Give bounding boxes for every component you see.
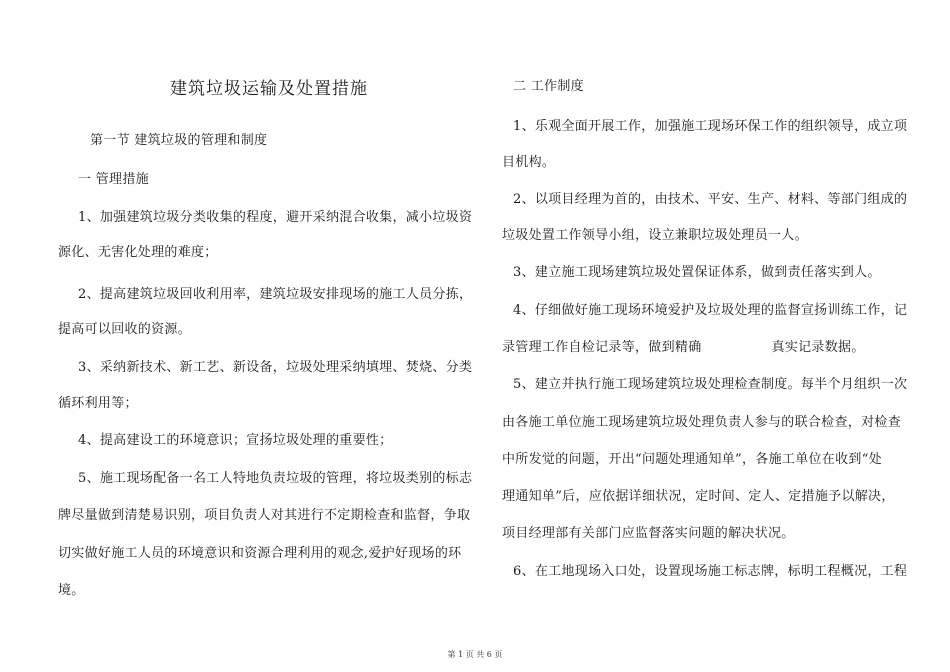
paragraph-line: 目机构。 xyxy=(502,155,556,170)
paragraph-line: 牌尽量做到清楚易识别，项目负责人对其进行不定期检查和监督，争取 xyxy=(58,508,471,523)
paragraph-line: 2、提高建筑垃圾回收利用率，建筑垃圾安排现场的施工人员分拣， xyxy=(78,287,473,302)
paragraph-line: 5、施工现场配备一名工人特地负责垃圾的管理，将垃圾类别的标志 xyxy=(78,471,473,486)
paragraph-line: 垃圾处置工作领导小组，设立兼职垃圾处理员一人。 xyxy=(502,228,808,243)
section-heading: 第一节 建筑垃圾的管理和制度 xyxy=(90,133,268,148)
paragraph-line: 切实做好施工人员的环境意识和资源合理利用的观念,爱护好现场的环 xyxy=(58,546,462,561)
paragraph-line: 提高可以回收的资源。 xyxy=(58,322,192,337)
document-title: 建筑垃圾运输及处置措施 xyxy=(170,79,368,99)
paragraph-line: 6、在工地现场入口处，设置现场施工标志牌，标明工程概况，工程 xyxy=(513,564,908,579)
paragraph-line: 境。 xyxy=(58,583,85,598)
paragraph-line: 理通知单”后，应依据详细状况，定时间、定人、定措施予以解决， xyxy=(502,489,895,504)
subsection-heading-management: 一 管理措施 xyxy=(78,172,149,187)
paragraph-line: 项目经理部有关部门应监督落实问题的解决状况。 xyxy=(502,526,795,541)
paragraph-line: 源化、无害化处理的难度； xyxy=(58,245,218,260)
subsection-heading-work-system: 二 工作制度 xyxy=(513,79,584,94)
paragraph-line: 2、以项目经理为首的，由技术、平安、生产、材料、等部门组成的 xyxy=(513,192,908,207)
paragraph-line: 3、建立施工现场建筑垃圾处置保证体系，做到责任落实到人。 xyxy=(513,265,881,280)
paragraph-line: 1、加强建筑垃圾分类收集的程度，避开采纳混合收集，减小垃圾资 xyxy=(78,210,473,225)
page-number-footer: 第 1 页 共 6 页 xyxy=(447,650,503,659)
paragraph-line: 录管理工作自检记录等，做到精确 真实记录数据。 xyxy=(502,340,865,355)
paragraph-line: 4、提高建设工的环境意识；宣扬垃圾处理的重要性； xyxy=(78,433,393,448)
paragraph-line: 5、建立并执行施工现场建筑垃圾处理检查制度。每半个月组织一次 xyxy=(513,377,908,392)
paragraph-line: 1、乐观全面开展工作，加强施工现场环保工作的组织领导，成立项 xyxy=(513,119,908,134)
paragraph-line: 由各施工单位施工现场建筑垃圾处理负责人参与的联合检查，对检查 xyxy=(502,415,902,430)
paragraph-line: 中所发觉的问题，开出“问题处理通知单”，各施工单位在收到“处 xyxy=(502,452,882,467)
paragraph-line: 循环利用等； xyxy=(58,396,138,411)
paragraph-line: 3、采纳新技术、新工艺、新设备，垃圾处理采纳填埋、焚烧、分类 xyxy=(78,360,473,375)
paragraph-line: 4、仔细做好施工现场环境爱护及垃圾处理的监督宣扬训练工作，记 xyxy=(513,303,908,318)
